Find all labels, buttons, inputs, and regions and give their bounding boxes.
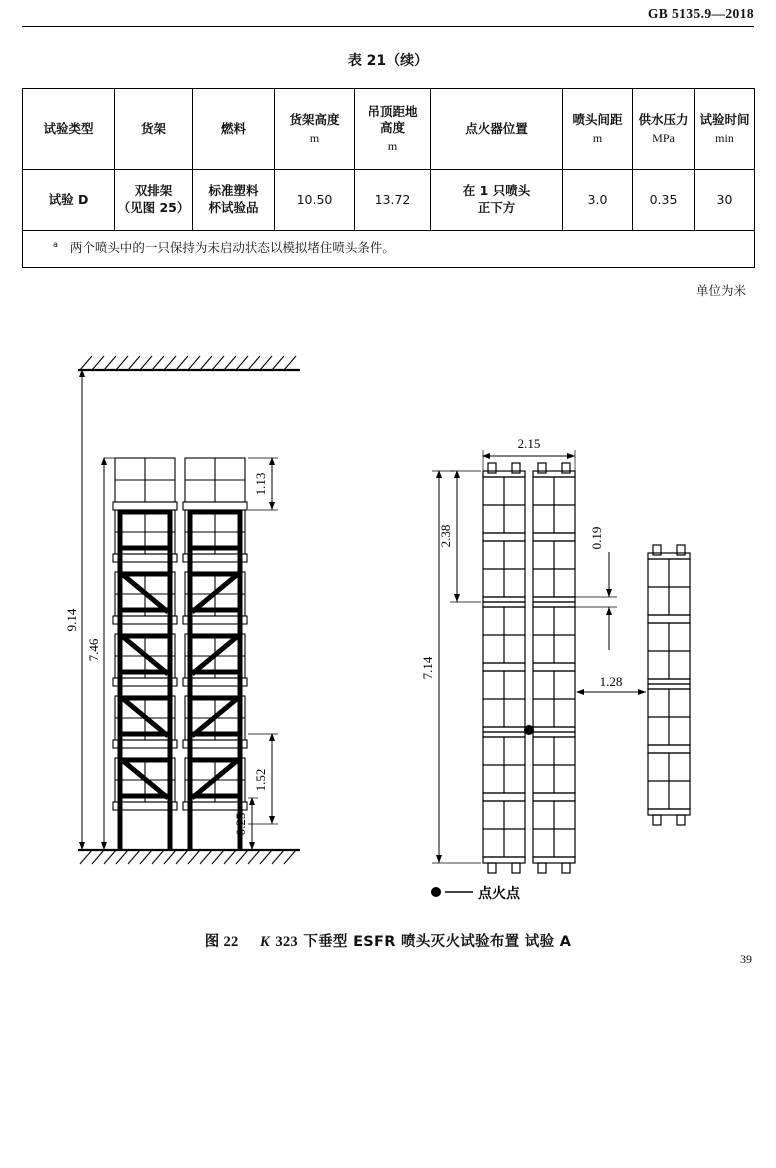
col-header-sprinkler-spacing <box>563 89 633 170</box>
dimension-label-0-25: 0.25 <box>233 812 248 836</box>
footnote-marker: a <box>53 240 58 250</box>
col-header-sprinkler-spacing-label: 喷头间距 <box>572 111 623 127</box>
plan-stack-b <box>533 463 575 873</box>
col-header-ceiling-height <box>355 89 431 170</box>
figure-svg <box>0 320 776 920</box>
col-header-rack: 货架 <box>115 89 193 170</box>
cell-rack <box>115 170 193 231</box>
unit-note: 单位为米 <box>695 283 746 298</box>
dimension-label-7-46: 7.46 <box>86 638 101 662</box>
col-header-rack-height-unit: m <box>309 130 320 145</box>
cell-footnote <box>23 231 755 268</box>
dimension-2-15 <box>483 436 575 473</box>
col-header-igniter-position: 点火器位置 <box>431 89 563 170</box>
standard-code: GB 5135.9—2018 <box>647 6 754 21</box>
cell-ceiling-height: 13.72 <box>355 170 431 231</box>
plan-stack-a <box>483 463 525 873</box>
col-header-water-pressure <box>633 89 695 170</box>
dimension-0-19 <box>575 527 617 650</box>
dimension-7-46 <box>86 458 118 850</box>
figure-legend <box>431 885 521 902</box>
table-21-continued <box>22 88 754 268</box>
cell-rack-height: 10.50 <box>275 170 355 231</box>
figure-caption <box>0 930 776 951</box>
rack-column-left <box>113 458 177 850</box>
col-header-rack-height <box>275 89 355 170</box>
caption-k-value: 323 <box>275 934 298 950</box>
dimension-label-9-14: 9.14 <box>64 608 79 632</box>
rack-column-right <box>183 458 247 850</box>
cell-igniter-position <box>431 170 563 231</box>
cell-igniter-line2: 正下方 <box>477 200 516 215</box>
dimension-9-14 <box>64 370 82 850</box>
plan-stack-c <box>648 545 690 825</box>
table-header-row <box>23 89 755 170</box>
dimension-1-13 <box>248 458 278 510</box>
caption-prefix: 图 22 <box>204 934 239 950</box>
col-header-test-type: 试验类型 <box>23 89 115 170</box>
caption-rest: 下垂型 ESFR 喷头灭火试验布置 试验 A <box>303 934 572 950</box>
cell-fuel-line2: 杯试验品 <box>208 200 259 215</box>
col-header-test-duration <box>695 89 755 170</box>
dimension-label-7-14: 7.14 <box>420 656 435 680</box>
col-header-ceiling-height-line1: 吊顶距地 <box>367 103 418 119</box>
dimension-2-38 <box>438 471 481 602</box>
cell-water-pressure: 0.35 <box>633 170 695 231</box>
parameters-table <box>22 88 755 268</box>
col-header-test-duration-unit: min <box>715 130 734 145</box>
table-title: 表 21（续） <box>347 53 429 69</box>
cell-fuel-line1: 标准塑料 <box>208 183 259 199</box>
dimension-label-1-13: 1.13 <box>253 472 268 496</box>
table-footnote-row <box>23 231 755 268</box>
cell-sprinkler-spacing: 3.0 <box>563 170 633 231</box>
ignition-point-marker <box>524 725 534 735</box>
cell-rack-line1: 双排架 <box>134 183 173 199</box>
plan-view <box>420 436 690 902</box>
col-header-ceiling-height-line2: 高度 <box>379 120 405 136</box>
dimension-label-2-38: 2.38 <box>438 524 453 548</box>
dimension-label-2-15: 2.15 <box>517 436 541 451</box>
header-rule <box>22 26 754 27</box>
footnote-text: 两个喷头中的一只保持为未启动状态以模拟堵住喷头条件。 <box>69 240 395 256</box>
ground-line <box>78 850 300 864</box>
cell-test-duration: 30 <box>695 170 755 231</box>
page-header <box>0 6 776 22</box>
col-header-water-pressure-label: 供水压力 <box>638 111 689 127</box>
legend-dot-icon <box>431 887 441 897</box>
col-header-rack-height-label: 货架高度 <box>289 111 340 127</box>
dimension-label-0-19: 0.19 <box>589 526 604 550</box>
col-header-fuel: 燃料 <box>193 89 275 170</box>
page-number: 39 <box>740 952 752 966</box>
cell-fuel <box>193 170 275 231</box>
dimension-label-1-52: 1.52 <box>253 768 268 792</box>
cell-rack-line2: （见图 25） <box>117 200 190 215</box>
legend-label: 点火点 <box>478 886 520 902</box>
dimension-1-28 <box>577 674 646 692</box>
col-header-water-pressure-unit: MPa <box>652 130 675 145</box>
figure-22-drawing <box>0 320 776 920</box>
ceiling-line <box>78 356 300 370</box>
elevation-view <box>64 356 300 864</box>
cell-igniter-line1: 在 1 只喷头 <box>462 183 531 199</box>
caption-k-symbol: K <box>259 934 270 950</box>
dimension-label-1-28: 1.28 <box>599 674 623 689</box>
cell-test-type: 试验 D <box>23 170 115 231</box>
table-row <box>23 170 755 231</box>
col-header-test-duration-label: 试验时间 <box>699 111 750 127</box>
col-header-ceiling-height-unit: m <box>387 139 398 154</box>
col-header-sprinkler-spacing-unit: m <box>592 130 603 145</box>
